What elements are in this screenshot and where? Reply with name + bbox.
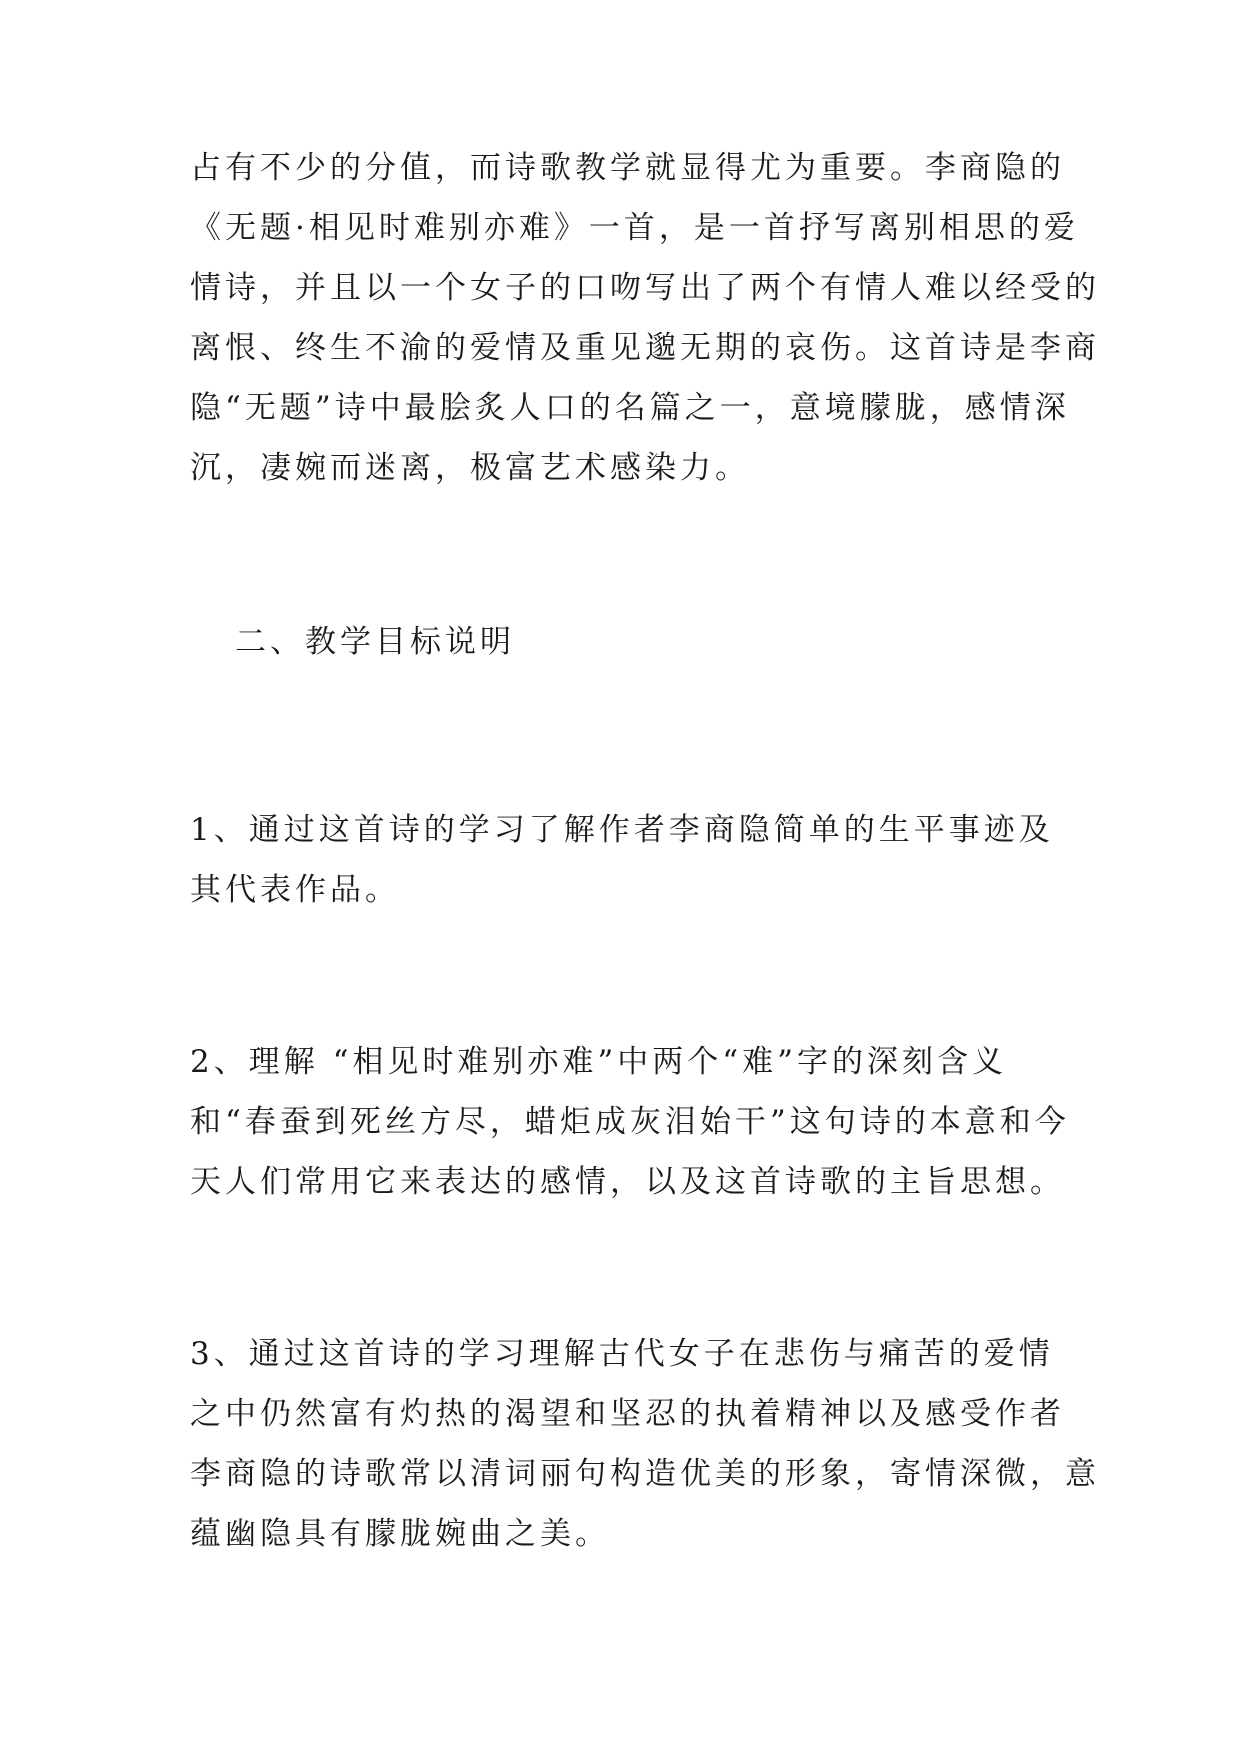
paragraph-line: 1、通过这首诗的学习了解作者李商隐简单的生平事迹及: [190, 812, 1054, 848]
paragraph-line: 隐“无题”诗中最脍炙人口的名篇之一，意境朦胧，感情深: [190, 390, 1070, 426]
paragraph-line: 沉，凄婉而迷离，极富艺术感染力。: [190, 450, 750, 486]
paragraph-line: 离恨、终生不渝的爱情及重见邈无期的哀伤。这首诗是李商: [190, 330, 1100, 366]
paragraph-line: 2、理解 “相见时难别亦难”中两个“难”字的深刻含义: [190, 1044, 1007, 1080]
paragraph-line: 《无题·相见时难别亦难》一首，是一首抒写离别相思的爱: [190, 210, 1079, 246]
paragraph-line: 占有不少的分值，而诗歌教学就显得尤为重要。李商隐的: [190, 150, 1065, 186]
paragraph-line: 其代表作品。: [190, 872, 400, 908]
paragraph-line: 情诗，并且以一个女子的口吻写出了两个有情人难以经受的: [190, 270, 1100, 306]
paragraph-line: 之中仍然富有灼热的渴望和坚忍的执着精神以及感受作者: [190, 1396, 1065, 1432]
paragraph-line: 李商隐的诗歌常以清词丽句构造优美的形象，寄情深微，意: [190, 1456, 1100, 1492]
paragraph-line: 蕴幽隐具有朦胧婉曲之美。: [190, 1516, 610, 1552]
section-heading: 二、教学目标说明: [235, 624, 515, 660]
paragraph-line: 天人们常用它来表达的感情，以及这首诗歌的主旨思想。: [190, 1164, 1065, 1200]
paragraph-line: 和“春蚕到死丝方尽，蜡炬成灰泪始干”这句诗的本意和今: [190, 1104, 1070, 1140]
paragraph-line: 3、通过这首诗的学习理解古代女子在悲伤与痛苦的爱情: [190, 1336, 1054, 1372]
